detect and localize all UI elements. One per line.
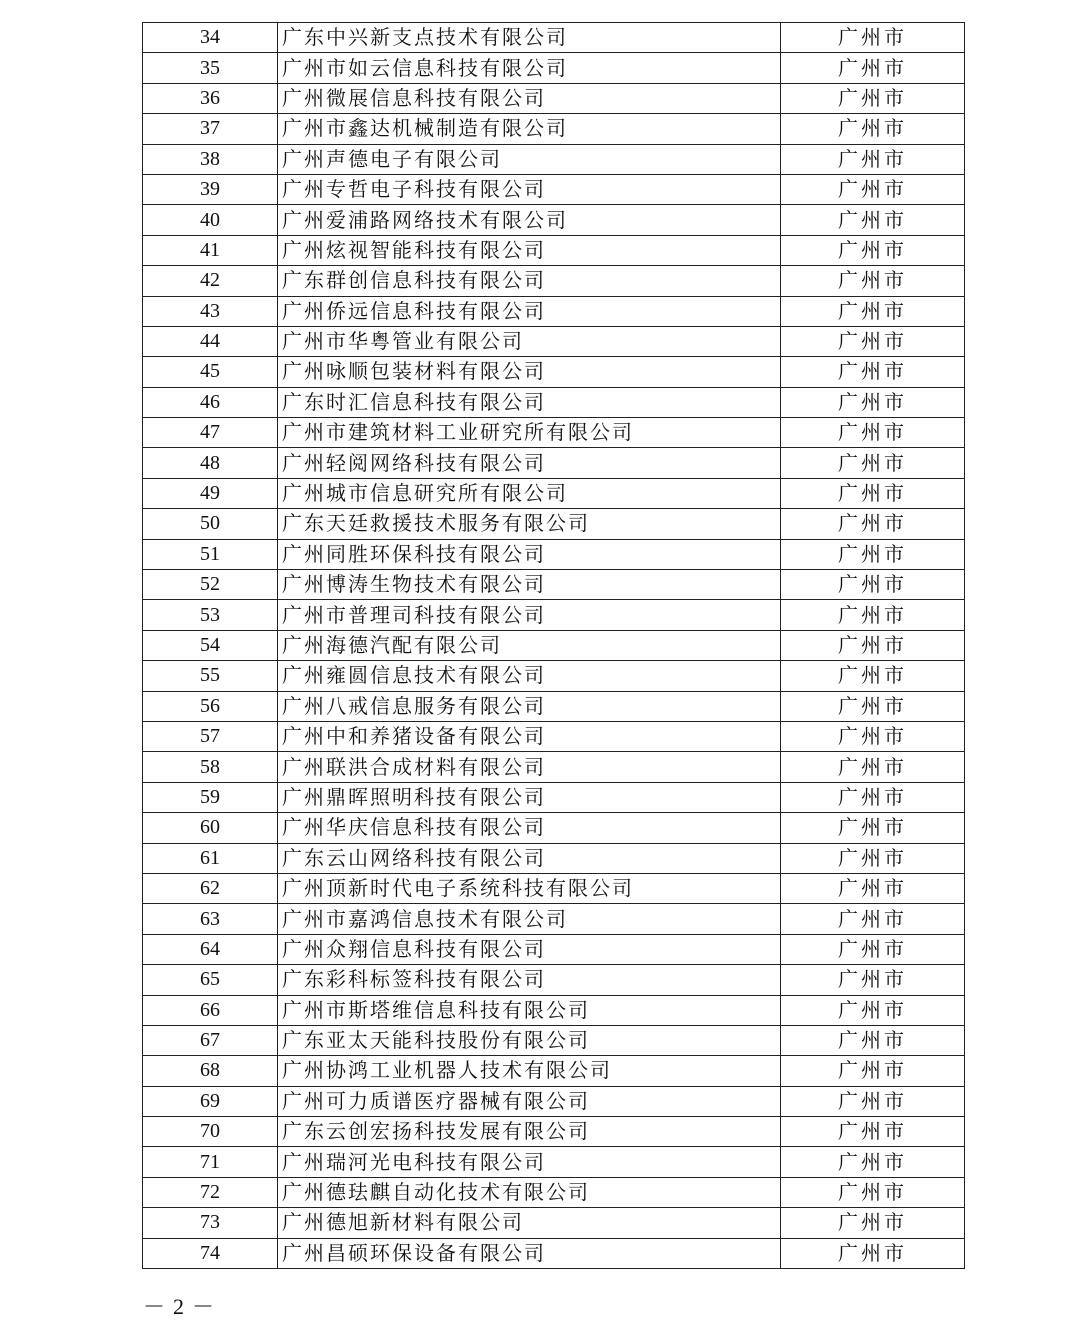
- company-name: 广州德旭新材料有限公司: [278, 1208, 781, 1238]
- row-number: 61: [143, 843, 278, 873]
- table-row: [143, 1117, 965, 1147]
- row-number: 52: [143, 570, 278, 600]
- table-row: [143, 1086, 965, 1116]
- city-name: 广州市: [781, 114, 965, 144]
- row-number: 44: [143, 326, 278, 356]
- city-name: 广州市: [781, 1056, 965, 1086]
- table-row: [143, 478, 965, 508]
- table-row: [143, 1238, 965, 1268]
- table-row: [143, 691, 965, 721]
- company-name: 广州瑞河光电科技有限公司: [278, 1147, 781, 1177]
- city-name: 广州市: [781, 53, 965, 83]
- company-name: 广州市建筑材料工业研究所有限公司: [278, 418, 781, 448]
- company-name: 广州协鸿工业机器人技术有限公司: [278, 1056, 781, 1086]
- company-name: 广州侨远信息科技有限公司: [278, 296, 781, 326]
- table-row: [143, 570, 965, 600]
- row-number: 42: [143, 266, 278, 296]
- row-number: 70: [143, 1117, 278, 1147]
- table-row: [143, 873, 965, 903]
- city-name: 广州市: [781, 661, 965, 691]
- company-name: 广州博涛生物技术有限公司: [278, 570, 781, 600]
- table-row: [143, 1025, 965, 1055]
- city-name: 广州市: [781, 296, 965, 326]
- table-row: [143, 600, 965, 630]
- row-number: 69: [143, 1086, 278, 1116]
- row-number: 57: [143, 721, 278, 751]
- row-number: 51: [143, 539, 278, 569]
- table-row: [143, 448, 965, 478]
- table-row: [143, 144, 965, 174]
- city-name: 广州市: [781, 1086, 965, 1116]
- table-row: [143, 995, 965, 1025]
- city-name: 广州市: [781, 873, 965, 903]
- company-name: 广东天廷救援技术服务有限公司: [278, 509, 781, 539]
- city-name: 广州市: [781, 934, 965, 964]
- company-name: 广州声德电子有限公司: [278, 144, 781, 174]
- city-name: 广州市: [781, 995, 965, 1025]
- company-name: 广州华庆信息科技有限公司: [278, 813, 781, 843]
- city-name: 广州市: [781, 600, 965, 630]
- row-number: 41: [143, 235, 278, 265]
- city-name: 广州市: [781, 174, 965, 204]
- row-number: 59: [143, 782, 278, 812]
- table-row: [143, 266, 965, 296]
- table-row: [143, 174, 965, 204]
- row-number: 74: [143, 1238, 278, 1268]
- row-number: 45: [143, 357, 278, 387]
- city-name: 广州市: [781, 448, 965, 478]
- row-number: 50: [143, 509, 278, 539]
- row-number: 47: [143, 418, 278, 448]
- company-name: 广东亚太天能科技股份有限公司: [278, 1025, 781, 1055]
- row-number: 34: [143, 23, 278, 53]
- city-name: 广州市: [781, 478, 965, 508]
- city-name: 广州市: [781, 418, 965, 448]
- row-number: 64: [143, 934, 278, 964]
- city-name: 广州市: [781, 630, 965, 660]
- table-row: [143, 1147, 965, 1177]
- company-name: 广州咏顺包装材料有限公司: [278, 357, 781, 387]
- company-name: 广东中兴新支点技术有限公司: [278, 23, 781, 53]
- table-row: [143, 752, 965, 782]
- row-number: 54: [143, 630, 278, 660]
- table-row: [143, 326, 965, 356]
- row-number: 71: [143, 1147, 278, 1177]
- company-name: 广州专哲电子科技有限公司: [278, 174, 781, 204]
- table-row: [143, 23, 965, 53]
- row-number: 58: [143, 752, 278, 782]
- table-row: [143, 235, 965, 265]
- row-number: 66: [143, 995, 278, 1025]
- company-name: 广东彩科标签科技有限公司: [278, 965, 781, 995]
- table-row: [143, 782, 965, 812]
- company-name: 广州市如云信息科技有限公司: [278, 53, 781, 83]
- city-name: 广州市: [781, 782, 965, 812]
- city-name: 广州市: [781, 1117, 965, 1147]
- company-name: 广州八戒信息服务有限公司: [278, 691, 781, 721]
- row-number: 49: [143, 478, 278, 508]
- row-number: 38: [143, 144, 278, 174]
- row-number: 36: [143, 83, 278, 113]
- row-number: 37: [143, 114, 278, 144]
- company-name: 广州中和养猪设备有限公司: [278, 721, 781, 751]
- company-name: 广州轻阅网络科技有限公司: [278, 448, 781, 478]
- table-row: [143, 114, 965, 144]
- table-row: [143, 205, 965, 235]
- company-name: 广州市华粤管业有限公司: [278, 326, 781, 356]
- table-row: [143, 1177, 965, 1207]
- table-row: [143, 843, 965, 873]
- row-number: 65: [143, 965, 278, 995]
- company-name: 广州联洪合成材料有限公司: [278, 752, 781, 782]
- city-name: 广州市: [781, 843, 965, 873]
- table-row: [143, 1208, 965, 1238]
- company-name: 广州可力质谱医疗器械有限公司: [278, 1086, 781, 1116]
- row-number: 62: [143, 873, 278, 903]
- city-name: 广州市: [781, 570, 965, 600]
- city-name: 广州市: [781, 1238, 965, 1268]
- table-row: [143, 357, 965, 387]
- city-name: 广州市: [781, 691, 965, 721]
- row-number: 40: [143, 205, 278, 235]
- company-list-body: [143, 23, 965, 1269]
- city-name: 广州市: [781, 1208, 965, 1238]
- row-number: 67: [143, 1025, 278, 1055]
- row-number: 68: [143, 1056, 278, 1086]
- row-number: 39: [143, 174, 278, 204]
- city-name: 广州市: [781, 357, 965, 387]
- company-name: 广州市鑫达机械制造有限公司: [278, 114, 781, 144]
- company-name: 广州德珐麒自动化技术有限公司: [278, 1177, 781, 1207]
- row-number: 55: [143, 661, 278, 691]
- table-row: [143, 904, 965, 934]
- table-row: [143, 630, 965, 660]
- company-name: 广州城市信息研究所有限公司: [278, 478, 781, 508]
- city-name: 广州市: [781, 1147, 965, 1177]
- city-name: 广州市: [781, 205, 965, 235]
- row-number: 63: [143, 904, 278, 934]
- row-number: 35: [143, 53, 278, 83]
- city-name: 广州市: [781, 235, 965, 265]
- company-name: 广州海德汽配有限公司: [278, 630, 781, 660]
- company-name: 广州市普理司科技有限公司: [278, 600, 781, 630]
- row-number: 56: [143, 691, 278, 721]
- table-row: [143, 965, 965, 995]
- row-number: 72: [143, 1177, 278, 1207]
- city-name: 广州市: [781, 326, 965, 356]
- company-name: 广州顶新时代电子系统科技有限公司: [278, 873, 781, 903]
- city-name: 广州市: [781, 144, 965, 174]
- city-name: 广州市: [781, 752, 965, 782]
- city-name: 广州市: [781, 1177, 965, 1207]
- row-number: 60: [143, 813, 278, 843]
- city-name: 广州市: [781, 813, 965, 843]
- city-name: 广州市: [781, 904, 965, 934]
- company-name: 广东云山网络科技有限公司: [278, 843, 781, 873]
- city-name: 广州市: [781, 1025, 965, 1055]
- company-name: 广州市嘉鸿信息技术有限公司: [278, 904, 781, 934]
- city-name: 广州市: [781, 539, 965, 569]
- table-row: [143, 1056, 965, 1086]
- city-name: 广州市: [781, 387, 965, 417]
- company-name: 广东云创宏扬科技发展有限公司: [278, 1117, 781, 1147]
- table-row: [143, 53, 965, 83]
- table-row: [143, 509, 965, 539]
- city-name: 广州市: [781, 83, 965, 113]
- row-number: 48: [143, 448, 278, 478]
- city-name: 广州市: [781, 509, 965, 539]
- table-row: [143, 83, 965, 113]
- company-name: 广东群创信息科技有限公司: [278, 266, 781, 296]
- table-row: [143, 661, 965, 691]
- company-name: 广州市斯塔维信息科技有限公司: [278, 995, 781, 1025]
- company-name: 广州同胜环保科技有限公司: [278, 539, 781, 569]
- row-number: 73: [143, 1208, 278, 1238]
- city-name: 广州市: [781, 266, 965, 296]
- company-name: 广州炫视智能科技有限公司: [278, 235, 781, 265]
- row-number: 46: [143, 387, 278, 417]
- row-number: 53: [143, 600, 278, 630]
- table-row: [143, 539, 965, 569]
- company-name: 广州微展信息科技有限公司: [278, 83, 781, 113]
- table-row: [143, 721, 965, 751]
- company-name: 广州爱浦路网络技术有限公司: [278, 205, 781, 235]
- table-row: [143, 296, 965, 326]
- company-list-table: [142, 22, 965, 1269]
- row-number: 43: [143, 296, 278, 326]
- city-name: 广州市: [781, 23, 965, 53]
- company-name: 广州雍圆信息技术有限公司: [278, 661, 781, 691]
- table-row: [143, 418, 965, 448]
- table-row: [143, 387, 965, 417]
- company-name: 广州鼎晖照明科技有限公司: [278, 782, 781, 812]
- company-name: 广州众翔信息科技有限公司: [278, 934, 781, 964]
- city-name: 广州市: [781, 721, 965, 751]
- table-row: [143, 813, 965, 843]
- company-name: 广东时汇信息科技有限公司: [278, 387, 781, 417]
- city-name: 广州市: [781, 965, 965, 995]
- page-number: －2－: [143, 1294, 223, 1319]
- table-row: [143, 934, 965, 964]
- company-name: 广州昌硕环保设备有限公司: [278, 1238, 781, 1268]
